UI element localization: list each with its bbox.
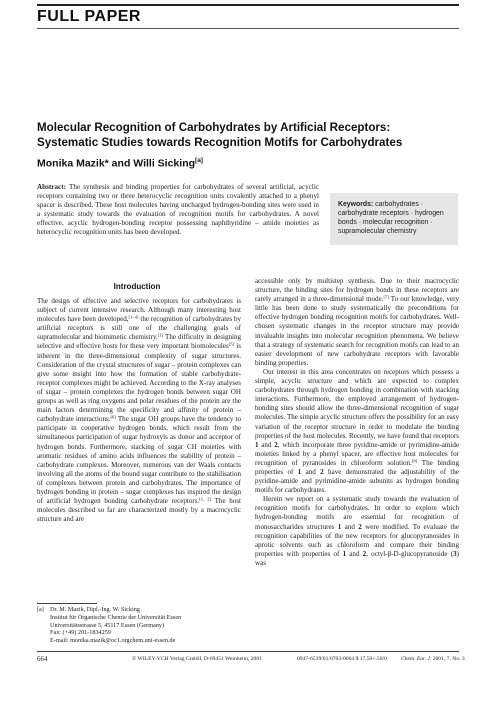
author-list [37, 157, 457, 170]
publisher-line: © WILEY-VCH Verlag GmbH, D-69451 Weinheim, 2001 [132, 656, 262, 662]
left-column-paragraph: The design of effective and selective receptors for carbohydrates is subject of current intensive research. Although many interesting host molecules have been developed,[1–4] the recognition of carbohydrates by artificial receptors is still one of the challenging goals of supramolecular and biomimetic chemistry.[1] The difficulty in designing selective and effective hosts for these very important biomolecules[5] is inherent in the three-dimensional complexity of sugar structures. Consideration of the crystal structures of sugar – protein complexes can give some insight into how the formation of stable carbohydrate-receptor complexes might be achieved. According to the X-ray analyses of sugar – protein complexes the hydrogen bonds between sugar OH groups as well as ring oxygens and polar residues of the protein are the main factors determining the specificity and affinity of protein – carbohydrate interactions.[6] The sugar OH groups have the tendency to participate in cooperative hydrogen bonds, which result from the simultaneous participation of sugar hydroxyls as donor and acceptor of hydrogen bonds. Furthermore, stacking of sugar CH moieties with aromatic residues of amino acids influences the stability of protein – carbohydrate complexes. Moreover, numerous van der Waals contacts involving all the atoms of the bound sugar contribute to the stabilisation of complexes between protein and carbohydrates. The importance of hydrogen bonding in protein – sugar complexes has inspired the design of artificial hydrogen bonding carbohydrate receptors.[1, 2] The host molecules described so far are characterized mostly by a macrocyclic structure and are [37, 297, 242, 524]
header-top-rule [37, 4, 459, 6]
body-right-column [255, 277, 459, 568]
footer-rule [37, 651, 459, 652]
journal-volume: 2001, 7, No. 3 [432, 656, 465, 662]
body-left-column [37, 297, 241, 524]
footnote-email: E-mail: monika.mazik@oc1.orgchem.uni-essen.de [50, 637, 176, 645]
footnote-authors: Dr. M. Mazik, Dipl.-Ing. W. Sicking [50, 606, 140, 613]
abstract-text: The synthesis and binding properties for carbohydrates of several artificial, acyclic receptors containing two or three heterocyclic recognition units covalently attached to a phenyl spacer is described. These host molecules having uncharged hydrogen-bonding sites were used in a systematic study towards the evaluation of recognition motifs for carbohydrates. A novel effective, acyclic hydrogen-bonding receptor possessing naphthyridine – amide moieties as heterocyclic recognition units has been developed. [37, 183, 320, 237]
title-line-2: Systematic Studies towards Recognition Motifs for Carbohydrates [37, 136, 403, 149]
title-line-1: Molecular Recognition of Carbohydrates by Artificial Receptors: [37, 121, 391, 134]
issn-line: 0947-6539/01/0703-0664 $ 17.50+.50/0 [297, 656, 387, 662]
footnote-line-1 [37, 606, 241, 614]
right-column-paragraph-1: accessible only by multistep synthesis. Due to their macrocyclic structure, the binding sites for hydrogen bonds in these receptors are rarely arranged in a three-dimensional mode.[7] To our knowledge, very little has been done to study systematically the preconditions for effective hydrogen bonding recognition motifs for carbohydrates. Well-chosen systematic changes in the receptor structure may provide invaluable insights into molecular recognition phenomena. We believe that a strategy of systematic search for recognition motifs can lead to an easier development of new carbohydrate receptors with favorable binding properties. [255, 277, 459, 367]
header-bottom-rule [37, 28, 459, 29]
footnote-rule [37, 603, 97, 604]
author-names: Monika Mazik* and Willi Sicking [37, 157, 196, 170]
introduction-heading: Introduction [113, 282, 161, 291]
right-column-paragraph-3: Herein we report on a systematic study towards the evaluation of recognition motifs for carbohydrates. In order to explore which hydrogen-bonding motifs are essential for recognition of monosaccharides structures 1 and 2 were modified. To evaluate the recognition capabilities of the new receptors for glucopyranosides in aprotic solvents such as chloroform and compare their binding properties with properties of 1 and 2, octyl-β-D-glucopyranoside (3) was [255, 495, 459, 567]
page-number: 664 [37, 655, 48, 663]
journal-name: Chem. Eur. J. [401, 656, 432, 662]
keywords-box [330, 193, 458, 245]
abstract [37, 183, 319, 238]
footnote-address: Universitätsstrasse 5, 45117 Essen (Germany) [50, 621, 165, 629]
footnote-institute: Institut für Organische Chemie der Universität Essen [50, 613, 182, 621]
abstract-label: Abstract: [37, 183, 66, 191]
author-affiliation-mark: [a] [195, 157, 203, 164]
footnote-mark: [a] [37, 606, 44, 613]
affiliation-footnote [37, 606, 241, 645]
right-column-paragraph-2: Our interest in this area concentrates on receptors which possess a simple, acyclic structure and which are expected to complex carbohydrates through hydrogen bonding in combination with stacking interactions. Furthermore, the employed arrangement of hydrogen-bonding sites should allow the three-dimensional recognition of sugar molecules. The simple acyclic structure offers the possibility for an easy variation of the receptor structure in order to modulate the binding properties of the host molecules. Recently, we have found that receptors 1 and 2, which incorporate three pyridine-amide or pyrimidine-amide moieties linked by a phenyl spacer, are effective host molecules for recognition of pyranosides in chloroform solution.[8] The binding properties of 1 and 2 have demonstrated the adjustability of the pyridine-amide and pyrimidine-amide subunits as hydrogen bonding motifs for carbohydrates. [255, 367, 460, 495]
article-title [37, 120, 467, 150]
keywords-label: Keywords: [338, 201, 374, 208]
keywords-text: carbohydrates · carbohydrate receptors · hydrogen bonds · molecular recognition · supramolecular chemistry [338, 201, 444, 235]
section-label: FULL PAPER [37, 8, 141, 25]
journal-reference [401, 656, 465, 662]
footnote-fax: Fax: (+49) 201-1834259 [50, 629, 111, 637]
